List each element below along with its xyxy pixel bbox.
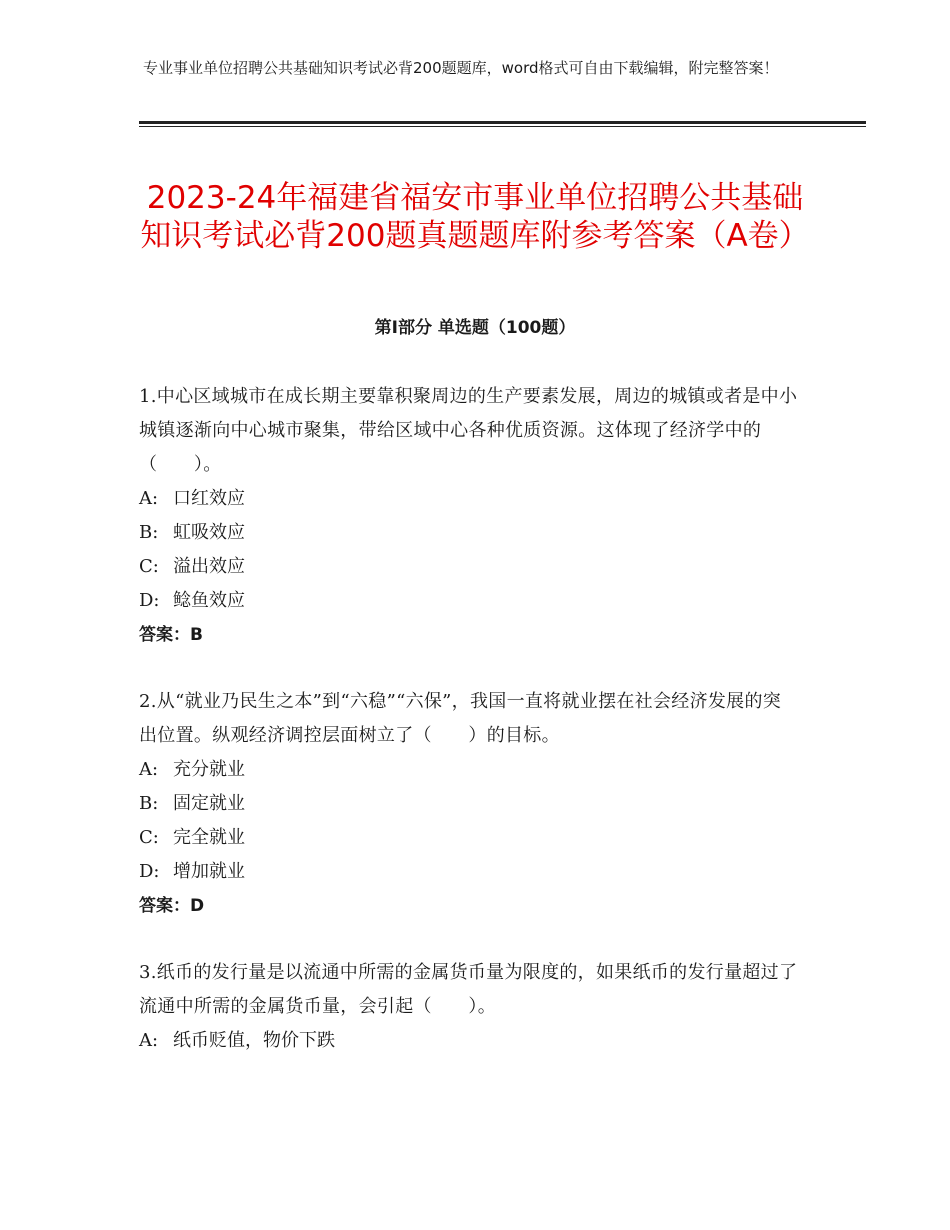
document-title: 2023-24年福建省福安市事业单位招聘公共基础知识考试必背200题真题题库附参考答案（A卷） bbox=[140, 179, 810, 254]
option-c bbox=[139, 550, 799, 584]
option-a bbox=[139, 1024, 799, 1058]
option-text: 口红效应 bbox=[173, 488, 245, 509]
question-2 bbox=[139, 685, 799, 923]
option-d bbox=[139, 584, 799, 618]
option-text: 充分就业 bbox=[173, 759, 245, 780]
option-text: 鲶鱼效应 bbox=[173, 590, 245, 611]
option-b bbox=[139, 787, 799, 821]
option-letter: C: bbox=[139, 827, 159, 848]
header-note: 专业事业单位招聘公共基础知识考试必背200题题库，word格式可自由下载编辑，附完整答案！ bbox=[143, 59, 779, 77]
answer: 答案：D bbox=[139, 896, 205, 916]
question-stem: 3.纸币的发行量是以流通中所需的金属货币量为限度的，如果纸币的发行量超过了流通中所需的金属货币量，会引起（ ）。 bbox=[139, 962, 798, 1017]
option-letter: A: bbox=[139, 488, 159, 509]
option-text: 完全就业 bbox=[173, 827, 245, 848]
question-stem: 1.中心区域城市在成长期主要靠积聚周边的生产要素发展，周边的城镇或者是中小城镇逐渐向中心城市聚集，带给区域中心各种优质资源。这体现了经济学中的（ ）。 bbox=[139, 386, 798, 475]
option-letter: A: bbox=[139, 759, 159, 780]
option-text: 虹吸效应 bbox=[173, 522, 245, 543]
section-title: 第Ⅰ部分 单选题（100题） bbox=[374, 318, 576, 338]
option-letter: D: bbox=[139, 590, 160, 611]
question-1 bbox=[139, 380, 799, 652]
option-text: 纸币贬值，物价下跌 bbox=[173, 1030, 335, 1051]
option-a bbox=[139, 753, 799, 787]
header-divider-thick bbox=[139, 121, 866, 124]
option-text: 固定就业 bbox=[173, 793, 245, 814]
option-a bbox=[139, 482, 799, 516]
option-b bbox=[139, 516, 799, 550]
question-list bbox=[139, 380, 799, 1091]
answer: 答案：B bbox=[139, 625, 203, 645]
option-letter: D: bbox=[139, 861, 160, 882]
option-letter: B: bbox=[139, 522, 159, 543]
option-text: 增加就业 bbox=[173, 861, 245, 882]
question-3 bbox=[139, 956, 799, 1058]
option-d bbox=[139, 855, 799, 889]
option-c bbox=[139, 821, 799, 855]
option-letter: A: bbox=[139, 1030, 159, 1051]
option-letter: B: bbox=[139, 793, 159, 814]
option-letter: C: bbox=[139, 556, 159, 577]
question-stem: 2.从“就业乃民生之本”到“六稳”“六保”，我国一直将就业摆在社会经济发展的突出位置。纵观经济调控层面树立了（ ）的目标。 bbox=[139, 691, 782, 746]
option-text: 溢出效应 bbox=[173, 556, 245, 577]
header-divider-thin bbox=[139, 126, 866, 127]
